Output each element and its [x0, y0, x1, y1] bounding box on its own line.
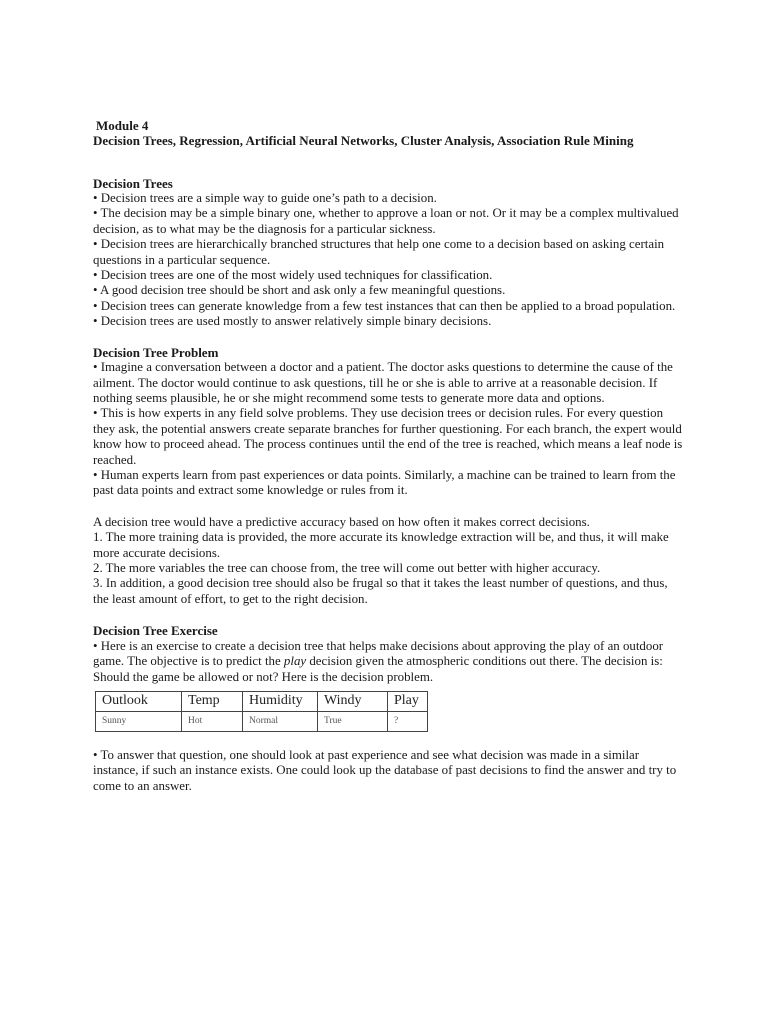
problem-bullet-1: • Imagine a conversation between a doctor and a patient. The doctor asks questions to determine the cause of the ailment. The doctor would continue to ask questions, till he or she is able to arrive at a reasonable decision. If nothing seems plausible, he or she might recommend some tests to generate more data and options.	[93, 360, 673, 405]
table-header-cell: Humidity	[243, 691, 318, 711]
table-header-cell: Outlook	[96, 691, 182, 711]
document-title: Decision Trees, Regression, Artificial Neural Networks, Cluster Analysis, Association Rule Mining	[93, 133, 634, 148]
exercise-text-b: decision given the atmospheric conditions out there. The decision is: Should the game be allowed or not? Here is the decision problem.	[93, 654, 663, 684]
module-label: Module 4	[96, 118, 149, 133]
table-cell: True	[318, 711, 388, 731]
decision-problem-table	[95, 691, 428, 732]
accuracy-point-1: 1. The more training data is provided, the more accurate its knowledge extraction will be, and thus, it will make more accurate decisions.	[93, 530, 669, 560]
exercise-text-emphasis: play	[283, 654, 307, 669]
table-header-cell: Temp	[182, 691, 243, 711]
table-cell: Hot	[182, 711, 243, 731]
bullet-4: • Decision trees are one of the most widely used techniques for classification.	[93, 268, 493, 283]
bullet-6: • Decision trees can generate knowledge from a few test instances that can then be applied to a broad population.	[93, 298, 676, 313]
bullet-2: • The decision may be a simple binary one, whether to approve a loan or not. Or it may be a complex multivalued decision, as to what may be the diagnosis for a particular sickness.	[93, 206, 679, 236]
document-content	[93, 118, 683, 794]
problem-bullet-3: • Human experts learn from past experiences or data points. Similarly, a machine can be trained to learn from the past data points and extract some knowledge or rules from it.	[93, 468, 676, 498]
table-header-row	[96, 691, 428, 711]
closing-paragraph: • To answer that question, one should look at past experience and see what decision was made in a similar instance, if such an instance exists. One could look up the database of past decisions to find the answer and try to come to an answer.	[93, 747, 677, 793]
bullet-3: • Decision trees are hierarchically branched structures that help one come to a decision based on asking certain questions in a particular sequence.	[93, 237, 665, 267]
section-heading-decision-tree-problem: Decision Tree Problem	[93, 344, 219, 360]
table-header-cell: Windy	[318, 691, 388, 711]
section-heading-decision-trees: Decision Trees	[93, 175, 173, 191]
problem-bullet-2: • This is how experts in any field solve problems. They use decision trees or decision rules. For every question they ask, the potential answers create separate branches for further questioning. For each branch, the expert would know how to proceed ahead. The process continues until the end of the tree is reached, which means a leaf node is reached.	[93, 406, 683, 467]
exercise-text-a: • Here is an exercise to create a decision tree that helps make decisions about approving the play of an outdoor game. The objective is to predict the	[93, 638, 664, 669]
exercise-paragraph	[93, 639, 683, 685]
accuracy-intro: A decision tree would have a predictive accuracy based on how often it makes correct decisions.	[93, 514, 590, 529]
table-header-cell: Play	[388, 691, 428, 711]
table-cell: Sunny	[96, 711, 182, 731]
bullet-5: • A good decision tree should be short and ask only a few meaningful questions.	[93, 283, 506, 298]
section-heading-decision-tree-exercise: Decision Tree Exercise	[93, 623, 218, 639]
bullet-7: • Decision trees are used mostly to answer relatively simple binary decisions.	[93, 314, 492, 329]
accuracy-point-3: 3. In addition, a good decision tree should also be frugal so that it takes the least number of questions, and thus, the least amount of effort, to get to the right decision.	[93, 576, 668, 606]
table-row	[96, 711, 428, 731]
bullet-1: • Decision trees are a simple way to guide one’s path to a decision.	[93, 191, 437, 205]
table-cell: Normal	[243, 711, 318, 731]
accuracy-point-2: 2. The more variables the tree can choose from, the tree will come out better with higher accuracy.	[93, 561, 601, 576]
table-cell: ?	[388, 711, 428, 731]
